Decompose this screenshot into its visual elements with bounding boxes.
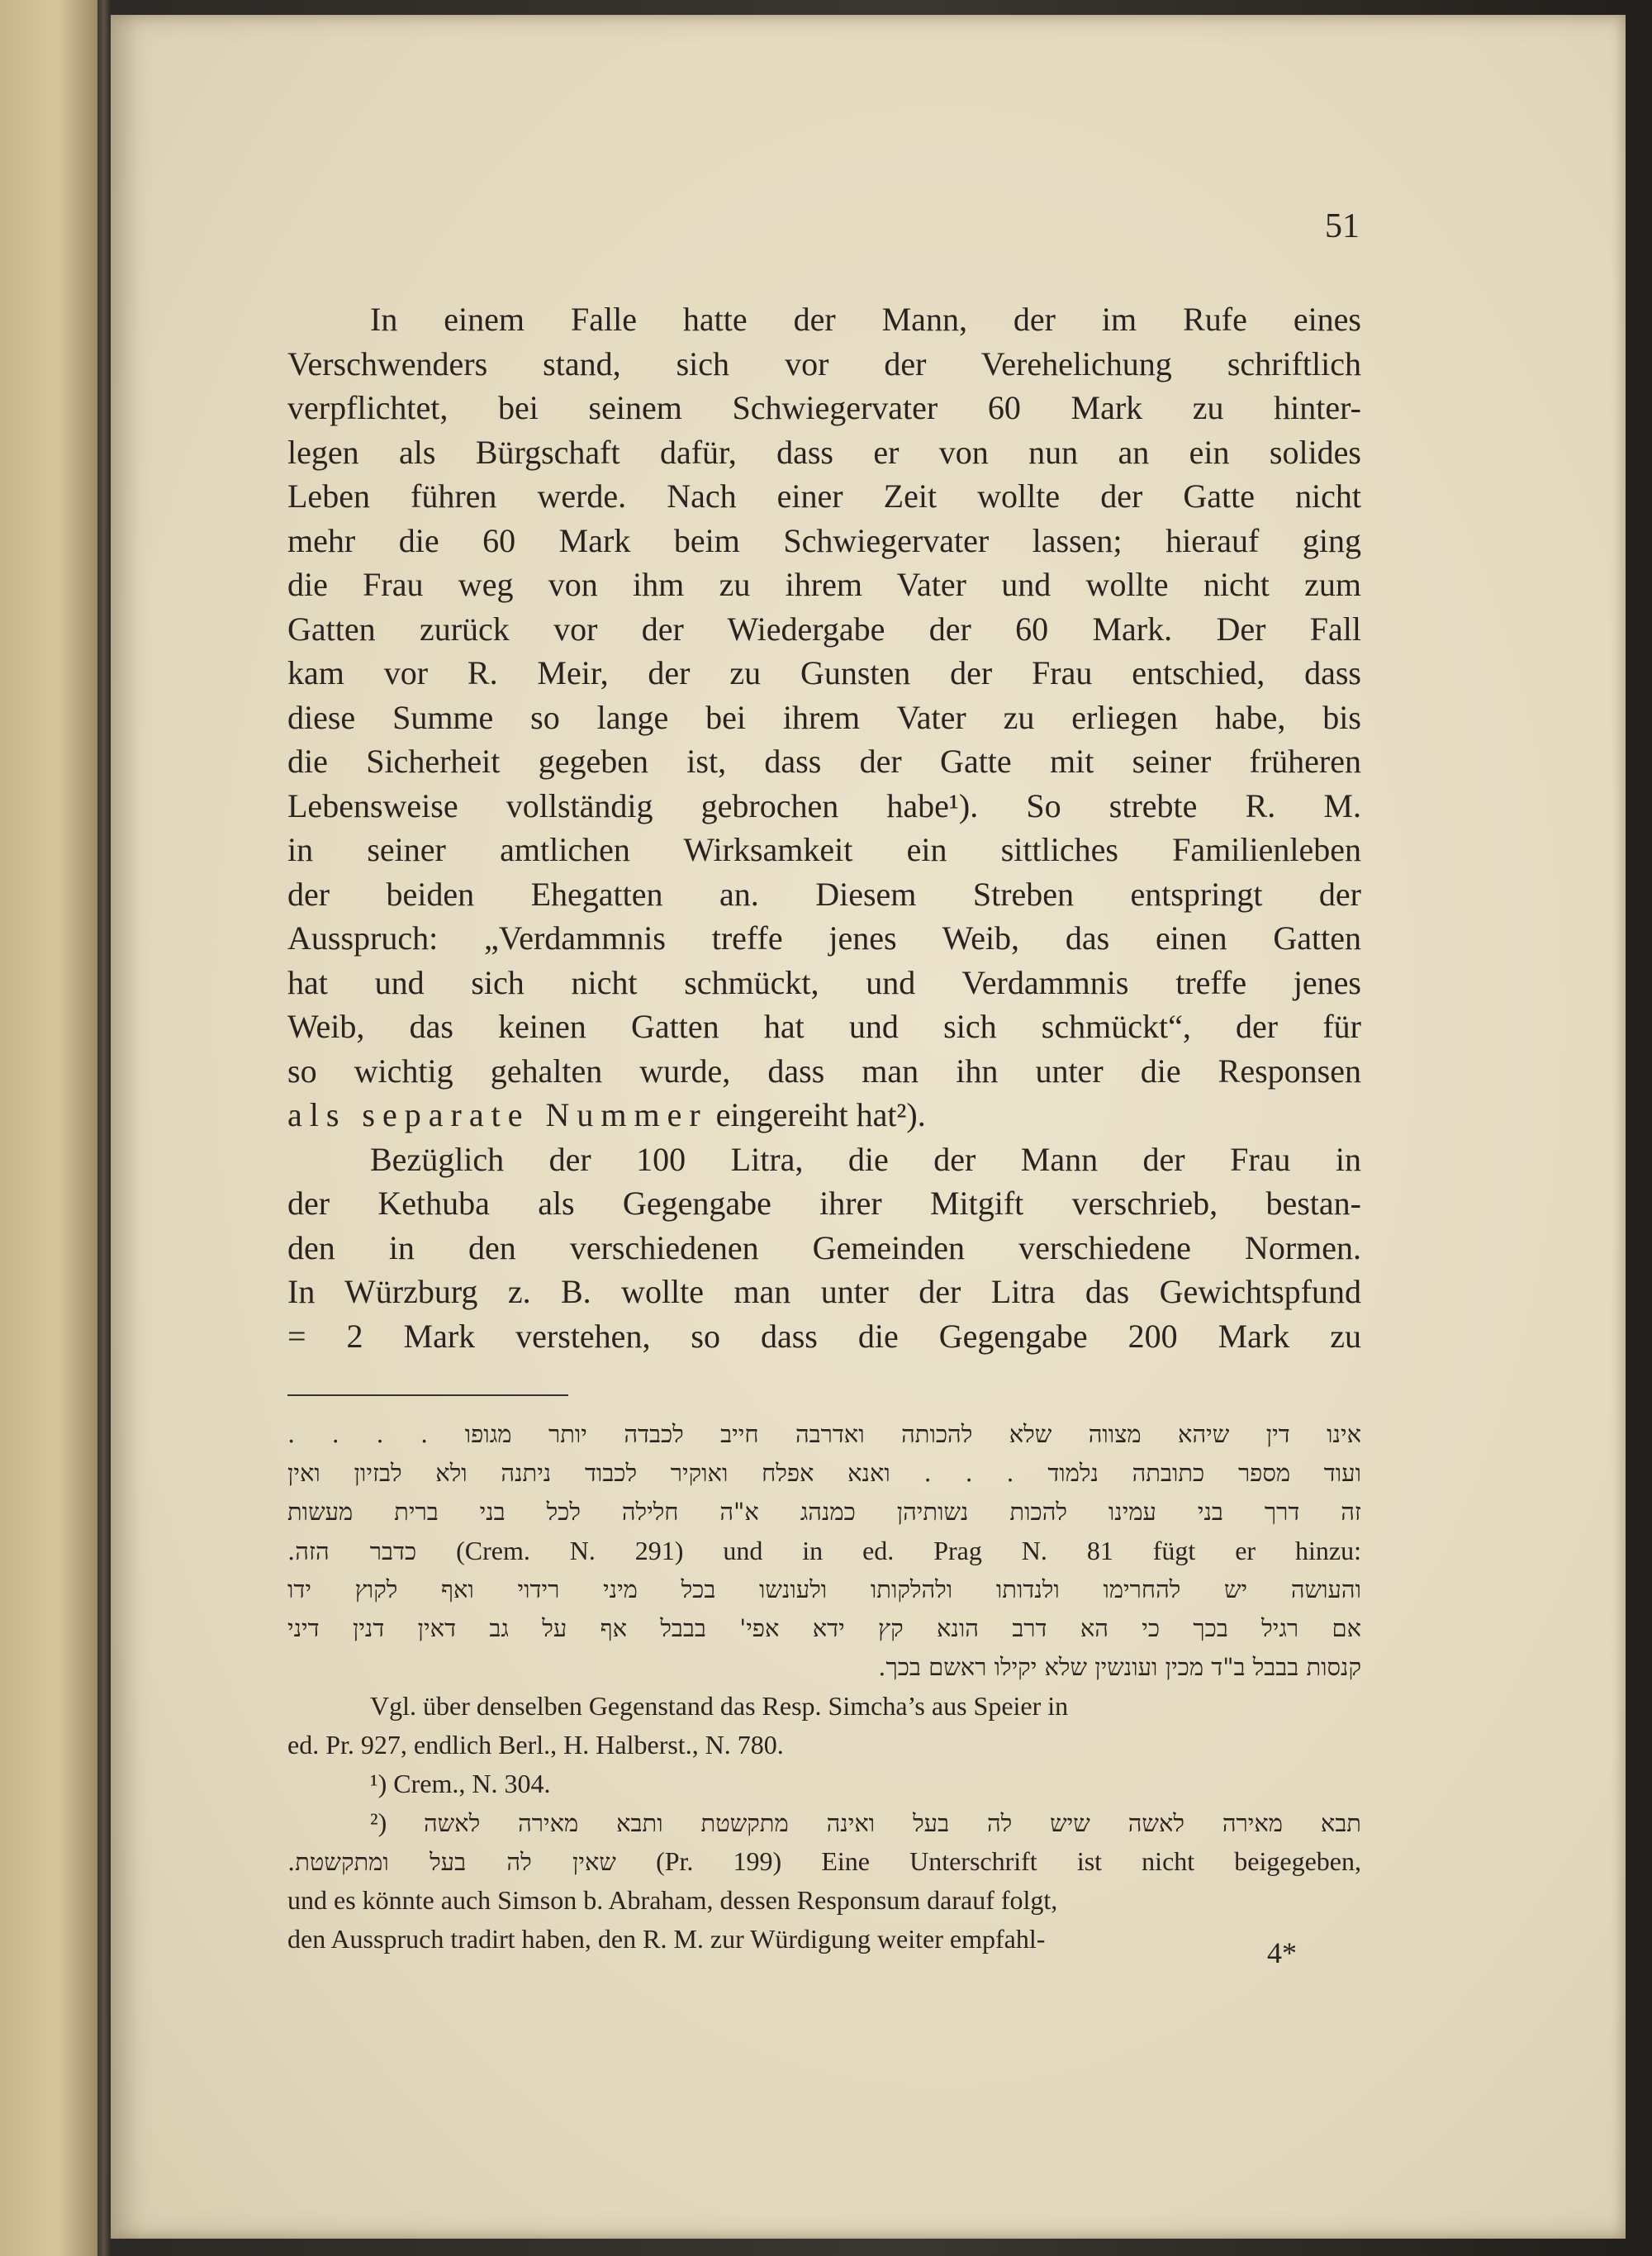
footnote-line: und es könnte auch Simson b. Abraham, dessen Responsum darauf folgt, (287, 1885, 1058, 1915)
hebrew-line: קנסות בבבל ב"ד מכין ועונשין שלא יקילו ראשם בכך. (878, 1653, 1361, 1681)
text-line: In einem Falle hatte der Mann, der im Rufe eines (370, 301, 1361, 338)
hebrew-fragment: שאין לה בעל ומתקשטת. (287, 1848, 616, 1876)
text-line (287, 1093, 1361, 1137)
text-fragment: (Crem. N. 291) und in ed. Prag N. 81 fügt er hinzu: (416, 1536, 1361, 1565)
footnote-1: ¹) Crem., N. 304. (370, 1769, 551, 1798)
spaced-emphasis: als separate Nummer (287, 1096, 708, 1133)
text-line: Leben führen werde. Nach einer Zeit wollte der Gatte nicht (287, 477, 1361, 515)
footnote-line: Vgl. über denselben Gegenstand das Resp. Simcha’s aus Speier in (370, 1691, 1069, 1721)
hebrew-line: אם רגיל בכך כי הא דרב הונא קץ ידא אפי' בבבל אף על גב דאין דנין דיני (287, 1614, 1361, 1642)
left-page-edge (0, 0, 97, 2256)
text-line: so wichtig gehalten wurde, dass man ihn unter die Responsen (287, 1052, 1361, 1090)
hebrew-line: ועוד מספר כתובתה נלמוד . . . ואנא אפלח ואוקיר לכבוד ניתנה ולא לבזיון ואין (287, 1459, 1361, 1487)
hebrew-fragment: כדבר הזה. (287, 1537, 417, 1565)
text-line: der Kethuba als Gegengabe ihrer Mitgift verschrieb, bestan- (287, 1185, 1361, 1222)
footnote-line (287, 1842, 1361, 1881)
text-line: hat und sich nicht schmückt, und Verdammnis treffe jenes (287, 963, 1361, 1001)
text-line: der beiden Ehegatten an. Diesem Streben entspringt der (287, 875, 1361, 913)
text-line: In Würzburg z. B. wollte man unter der Litra das Gewichtspfund (287, 1273, 1361, 1310)
footnote-divider (287, 1394, 568, 1396)
text-line: kam vor R. Meir, der zu Gunsten der Frau entschied, dass (287, 654, 1361, 691)
text-line: Bezüglich der 100 Litra, die der Mann der Frau in (370, 1140, 1361, 1178)
book-page (111, 15, 1626, 2239)
page-number: 51 (1325, 207, 1360, 245)
text-line: Gatten zurück vor der Wiedergabe der 60 Mark. Der Fall (287, 610, 1361, 648)
text-line: mehr die 60 Mark beim Schwiegervater lassen; hierauf ging (287, 521, 1361, 559)
signature-mark: 4* (1267, 1936, 1297, 1969)
text-line: die Sicherheit gegeben ist, dass der Gatte mit seiner früheren (287, 743, 1361, 780)
text-fragment: (Pr. 199) Eine Unterschrift ist nicht beigegeben, (615, 1846, 1361, 1876)
text-line: Ausspruch: „Verdammnis treffe jenes Weib, das einen Gatten (287, 919, 1361, 957)
text-line: = 2 Mark verstehen, so dass die Gegengabe 200 Mark zu (287, 1317, 1361, 1355)
text-line: in seiner amtlichen Wirksamkeit ein sittliches Familienleben (287, 831, 1361, 868)
footnote-marker: ²) (370, 1807, 387, 1837)
footnote-line: ed. Pr. 927, endlich Berl., H. Halberst., N. 780. (287, 1730, 784, 1760)
text-line: Verschwenders stand, sich vor der Verehelichung schriftlich (287, 344, 1361, 382)
footnote-2 (287, 1803, 1361, 1842)
text-line: Weib, das keinen Gatten hat und sich schmückt“, der für (287, 1008, 1361, 1045)
text-line: legen als Bürgschaft dafür, dass er von nun an ein solides (287, 433, 1361, 471)
text-line: verpflichtet, bei seinem Schwiegervater 60 Mark zu hinter- (287, 389, 1361, 426)
book-gutter (97, 0, 111, 2256)
text-fragment: eingereiht hat²). (707, 1096, 926, 1133)
hebrew-line: והעושה יש להחרימו ולנדותו ולהלקותו ולעונשו בכל מיני רידוי ואף לקוץ ידו (287, 1575, 1361, 1603)
main-text (287, 297, 1361, 1358)
footnote-line (287, 1532, 1361, 1570)
text-line: diese Summe so lange bei ihrem Vater zu erliegen habe, bis (287, 698, 1361, 736)
text-line: den in den verschiedenen Gemeinden verschiedene Normen. (287, 1228, 1361, 1266)
footnotes (287, 1415, 1361, 1959)
hebrew-fragment: תבא מאירה לאשה שיש לה בעל ואינה מתקשטת ותבא מאירה לאשה (423, 1809, 1361, 1837)
footnote-line: den Ausspruch tradirt haben, den R. M. zur Würdigung weiter empfahl- (287, 1924, 1046, 1954)
hebrew-line: זה דרך בני עמינו להכות נשותיהן כמנהג א"ה חלילה לכל בני ברית מעשות (287, 1498, 1361, 1526)
text-line: Lebensweise vollständig gebrochen habe¹). So strebte R. M. (287, 786, 1361, 824)
hebrew-line: אינו דין שיהא מצווה שלא להכותה ואדרבה חייב לכבדה יותר מגופו . . . . (287, 1420, 1361, 1448)
text-line: die Frau weg von ihm zu ihrem Vater und wollte nicht zum (287, 566, 1361, 603)
